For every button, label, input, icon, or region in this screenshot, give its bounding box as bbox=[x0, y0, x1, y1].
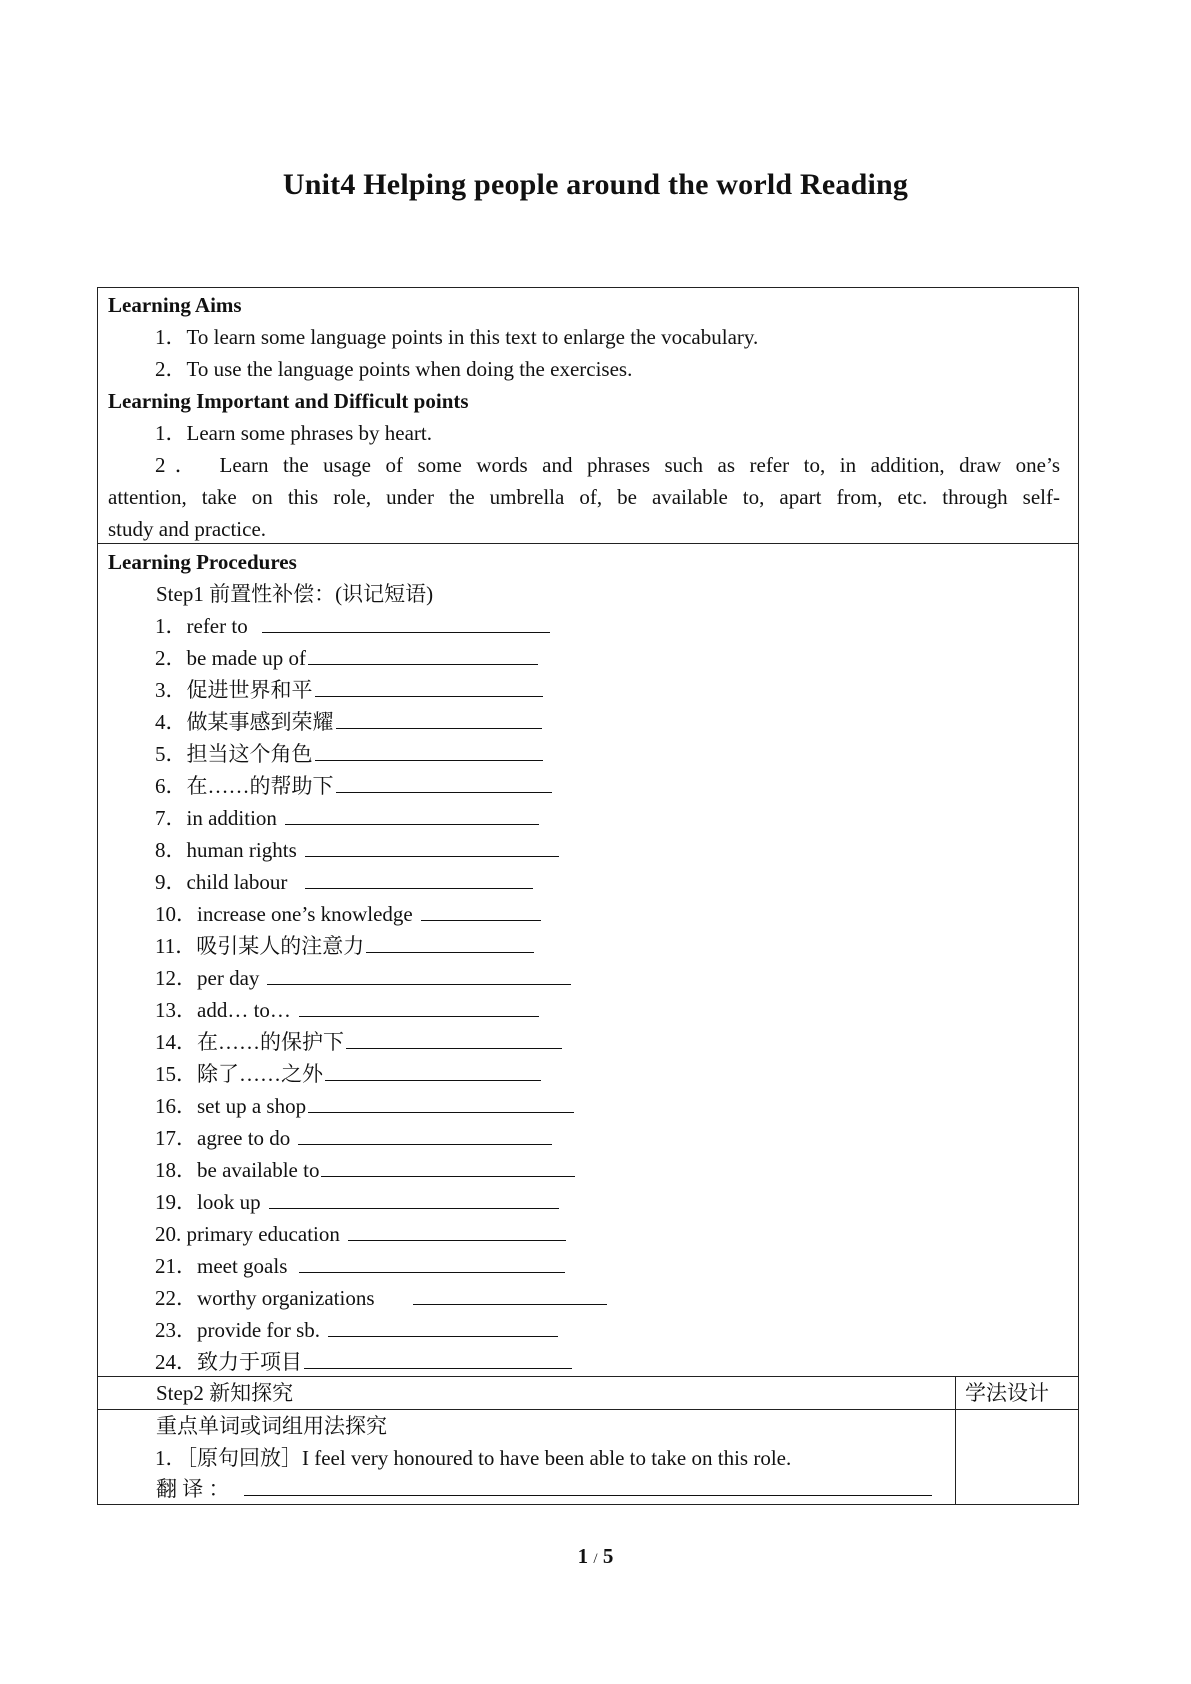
step2-subheading: 重点单词或词组用法探究 bbox=[156, 1414, 387, 1438]
phrase-item: 17．agree to do bbox=[155, 1122, 552, 1154]
phrase-item: 10．increase one’s knowledge bbox=[155, 898, 541, 930]
aims-item: 1．To learn some language points in this text to enlarge the vocabulary. bbox=[155, 325, 759, 349]
procedures-heading: Learning Procedures bbox=[108, 550, 297, 574]
phrase-item: 5．担当这个角色 bbox=[155, 738, 543, 770]
step1-heading: Step1 前置性补偿：(识记短语) bbox=[156, 582, 434, 606]
answer-blank[interactable] bbox=[315, 676, 543, 697]
phrase-item: 22．worthy organizations bbox=[155, 1282, 607, 1314]
points-item: 2． Learn the usage of some words and phrases such as refer to, in addition, draw one’s bbox=[155, 453, 1060, 477]
answer-blank[interactable] bbox=[413, 1284, 607, 1305]
answer-blank[interactable] bbox=[269, 1188, 559, 1209]
answer-blank[interactable] bbox=[366, 932, 534, 953]
answer-blank[interactable] bbox=[305, 836, 559, 857]
column-divider bbox=[955, 1410, 956, 1505]
phrase-item: 21．meet goals bbox=[155, 1250, 565, 1282]
answer-blank[interactable] bbox=[348, 1220, 566, 1241]
phrase-item: 13．add… to… bbox=[155, 994, 539, 1026]
answer-blank[interactable] bbox=[298, 1124, 552, 1145]
phrase-item: 16．set up a shop bbox=[155, 1090, 574, 1122]
step2-label: Step2 新知探究 bbox=[156, 1381, 294, 1405]
phrase-item: 6．在……的帮助下 bbox=[155, 770, 552, 802]
phrase-item: 9．child labour bbox=[155, 866, 533, 898]
answer-blank[interactable] bbox=[304, 1348, 572, 1369]
points-heading: Learning Important and Difficult points bbox=[108, 389, 469, 413]
document-title: Unit4 Helping people around the world Reading bbox=[282, 168, 909, 201]
step2-item: 1．［原句回放］I feel very honoured to have been able to take on this role. bbox=[155, 1446, 792, 1470]
points-item-continued: study and practice. bbox=[108, 517, 267, 541]
answer-blank[interactable] bbox=[421, 900, 541, 921]
phrase-item: 18．be available to bbox=[155, 1154, 575, 1186]
translate-line: 翻 译 ： bbox=[156, 1473, 932, 1505]
phrase-item: 7．in addition bbox=[155, 802, 539, 834]
phrase-item: 1．refer to bbox=[155, 610, 550, 642]
answer-blank[interactable] bbox=[285, 804, 539, 825]
answer-blank[interactable] bbox=[336, 708, 542, 729]
translation-blank[interactable] bbox=[244, 1475, 932, 1496]
procedures-box bbox=[97, 543, 1079, 1377]
answer-blank[interactable] bbox=[346, 1028, 562, 1049]
answer-blank[interactable] bbox=[308, 644, 538, 665]
phrase-item: 3．促进世界和平 bbox=[155, 674, 543, 706]
aims-box bbox=[97, 287, 1079, 544]
answer-blank[interactable] bbox=[308, 1092, 574, 1113]
phrase-item: 20. primary education bbox=[155, 1218, 566, 1250]
phrase-item: 23．provide for sb. bbox=[155, 1314, 558, 1346]
phrase-item: 2．be made up of bbox=[155, 642, 538, 674]
answer-blank[interactable] bbox=[262, 612, 550, 633]
phrase-item: 11．吸引某人的注意力 bbox=[155, 930, 534, 962]
phrase-item: 24．致力于项目 bbox=[155, 1346, 572, 1378]
method-design-label: 学法设计 bbox=[965, 1381, 1049, 1405]
phrase-item: 4．做某事感到荣耀 bbox=[155, 706, 542, 738]
step2-body bbox=[97, 1409, 1079, 1505]
answer-blank[interactable] bbox=[325, 1060, 541, 1081]
phrase-item: 8．human rights bbox=[155, 834, 559, 866]
answer-blank[interactable] bbox=[315, 740, 543, 761]
answer-blank[interactable] bbox=[299, 996, 539, 1017]
step2-header-row bbox=[97, 1376, 1079, 1410]
phrase-item: 19．look up bbox=[155, 1186, 559, 1218]
phrase-item: 12．per day bbox=[155, 962, 571, 994]
phrase-item: 15．除了……之外 bbox=[155, 1058, 541, 1090]
phrase-item: 14．在……的保护下 bbox=[155, 1026, 562, 1058]
answer-blank[interactable] bbox=[299, 1252, 565, 1273]
page-number: 1 / 5 bbox=[577, 1544, 614, 1568]
answer-blank[interactable] bbox=[267, 964, 571, 985]
aims-heading: Learning Aims bbox=[108, 293, 242, 317]
answer-blank[interactable] bbox=[328, 1316, 558, 1337]
answer-blank[interactable] bbox=[336, 772, 552, 793]
column-divider bbox=[955, 1377, 956, 1410]
points-item-continued: attention, take on this role, under the umbrella of, be available to, apart from, etc. through self- bbox=[108, 485, 1060, 509]
points-item: 1．Learn some phrases by heart. bbox=[155, 421, 432, 445]
answer-blank[interactable] bbox=[321, 1156, 575, 1177]
aims-item: 2．To use the language points when doing the exercises. bbox=[155, 357, 633, 381]
answer-blank[interactable] bbox=[305, 868, 533, 889]
